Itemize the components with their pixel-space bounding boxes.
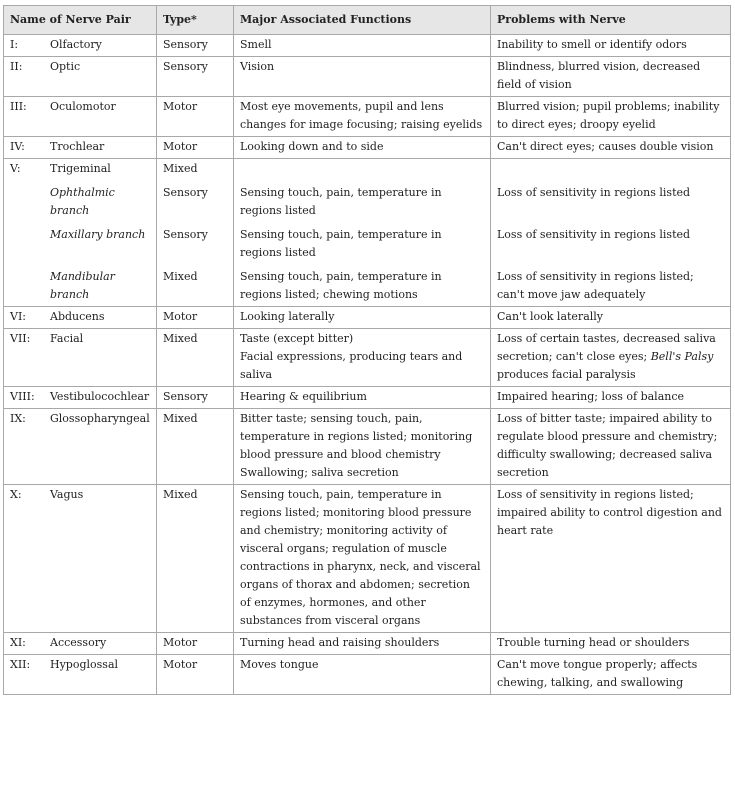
nerve-cell <box>4 57 157 97</box>
branch-name: Mandibular branch <box>50 270 115 301</box>
nerve-problems: Can't direct eyes; causes double vision <box>491 137 731 159</box>
nerve-number: IX: <box>10 412 26 425</box>
nerve-type: Mixed <box>157 329 234 387</box>
nerve-functions <box>234 159 491 181</box>
table-row <box>4 307 731 329</box>
nerve-name: Glossopharyngeal <box>50 412 150 425</box>
nerve-cell <box>4 222 157 264</box>
branch-name: Ophthalmic branch <box>50 186 115 217</box>
nerve-problems: Loss of bitter taste; impaired ability to regulate blood pressure and chemistry; difficulty swallowing; decreased saliva secretion <box>491 409 731 485</box>
function-line: Swallowing; saliva secretion <box>240 466 399 479</box>
table-row <box>4 409 731 485</box>
nerve-problems: Trouble turning head or shoulders <box>491 633 731 655</box>
nerve-functions <box>234 329 491 387</box>
nerve-functions: Turning head and raising shoulders <box>234 633 491 655</box>
nerve-number: XII: <box>10 658 31 671</box>
nerve-problems: Loss of sensitivity in regions listed; can't move jaw adequately <box>491 264 731 307</box>
nerve-name: Facial <box>50 332 84 345</box>
table-row <box>4 485 731 633</box>
nerve-problems: Inability to smell or identify odors <box>491 35 731 57</box>
nerve-problems: Loss of sensitivity in regions listed <box>491 222 731 264</box>
nerve-functions: Sensing touch, pain, temperature in regions listed; chewing motions <box>234 264 491 307</box>
nerve-cell <box>4 633 157 655</box>
nerve-type: Mixed <box>157 264 234 307</box>
header-problems: Problems with Nerve <box>491 6 731 35</box>
nerve-type: Sensory <box>157 180 234 222</box>
nerve-functions: Vision <box>234 57 491 97</box>
nerve-number: XI: <box>10 636 26 649</box>
table-row <box>4 57 731 97</box>
nerve-type: Sensory <box>157 387 234 409</box>
nerve-cell <box>4 180 157 222</box>
cranial-nerves-table <box>3 5 731 695</box>
table-row <box>4 633 731 655</box>
nerve-type: Sensory <box>157 222 234 264</box>
nerve-number: III: <box>10 100 27 113</box>
header-type: Type* <box>157 6 234 35</box>
nerve-number: I: <box>10 38 19 51</box>
nerve-name: Oculomotor <box>50 100 116 113</box>
nerve-type: Mixed <box>157 159 234 181</box>
nerve-number: V: <box>10 162 21 175</box>
nerve-cell <box>4 159 157 181</box>
nerve-name: Accessory <box>50 636 107 649</box>
nerve-functions: Sensing touch, pain, temperature in regions listed <box>234 222 491 264</box>
table-row <box>4 264 731 307</box>
nerve-name: Trigeminal <box>50 162 111 175</box>
nerve-type: Motor <box>157 97 234 137</box>
problem-text: Loss of certain tastes, decreased saliva secretion; can't close eyes; <box>497 332 716 363</box>
nerve-functions: Moves tongue <box>234 655 491 695</box>
table-row <box>4 387 731 409</box>
table-row <box>4 35 731 57</box>
nerve-number: VII: <box>10 332 31 345</box>
header-functions: Major Associated Functions <box>234 6 491 35</box>
nerve-problems: Can't move tongue properly; affects chewing, talking, and swallowing <box>491 655 731 695</box>
nerve-name: Vagus <box>50 488 84 501</box>
branch-name: Maxillary branch <box>50 228 146 241</box>
nerve-problems: Loss of sensitivity in regions listed <box>491 180 731 222</box>
nerve-cell <box>4 307 157 329</box>
nerve-problems: Impaired hearing; loss of balance <box>491 387 731 409</box>
function-line: Bitter taste; sensing touch, pain, temperature in regions listed; monitoring blood pressure and blood chemistry <box>240 412 473 461</box>
nerve-functions <box>234 409 491 485</box>
table-row <box>4 329 731 387</box>
problem-text-tail: produces facial paralysis <box>497 368 636 381</box>
nerve-type: Mixed <box>157 485 234 633</box>
nerve-number: II: <box>10 60 23 73</box>
nerve-type: Sensory <box>157 35 234 57</box>
nerve-type: Motor <box>157 633 234 655</box>
nerve-cell <box>4 485 157 633</box>
table-row <box>4 222 731 264</box>
nerve-functions: Looking down and to side <box>234 137 491 159</box>
nerve-number: IV: <box>10 140 25 153</box>
nerve-functions: Smell <box>234 35 491 57</box>
table-row <box>4 180 731 222</box>
nerve-functions: Looking laterally <box>234 307 491 329</box>
table-row <box>4 655 731 695</box>
nerve-problems <box>491 159 731 181</box>
nerve-number: VI: <box>10 310 26 323</box>
nerve-cell <box>4 387 157 409</box>
nerve-problems: Loss of sensitivity in regions listed; impaired ability to control digestion and heart rate <box>491 485 731 633</box>
header-row <box>4 6 731 35</box>
nerve-type: Motor <box>157 137 234 159</box>
nerve-problems: Blindness, blurred vision, decreased field of vision <box>491 57 731 97</box>
nerve-cell <box>4 137 157 159</box>
nerve-problems: Blurred vision; pupil problems; inability to direct eyes; droopy eyelid <box>491 97 731 137</box>
nerve-number: VIII: <box>10 390 35 403</box>
function-line: Facial expressions, producing tears and saliva <box>240 350 463 381</box>
nerve-name: Olfactory <box>50 38 102 51</box>
table-row <box>4 159 731 181</box>
nerve-name: Trochlear <box>50 140 105 153</box>
nerve-cell <box>4 409 157 485</box>
nerve-cell <box>4 35 157 57</box>
nerve-name: Hypoglossal <box>50 658 119 671</box>
function-line: Taste (except bitter) <box>240 332 354 345</box>
header-name: Name of Nerve Pair <box>4 6 157 35</box>
nerve-cell <box>4 655 157 695</box>
nerve-type: Motor <box>157 655 234 695</box>
nerve-cell <box>4 97 157 137</box>
nerve-number: X: <box>10 488 22 501</box>
nerve-functions: Most eye movements, pupil and lens changes for image focusing; raising eyelids <box>234 97 491 137</box>
nerve-type: Sensory <box>157 57 234 97</box>
nerve-cell <box>4 264 157 307</box>
nerve-name: Optic <box>50 60 81 73</box>
nerve-problems <box>491 329 731 387</box>
table-row <box>4 137 731 159</box>
bells-palsy-term: Bell's Palsy <box>650 350 714 363</box>
nerve-cell <box>4 329 157 387</box>
nerve-name: Abducens <box>50 310 105 323</box>
nerve-type: Motor <box>157 307 234 329</box>
nerve-functions: Sensing touch, pain, temperature in regions listed; monitoring blood pressure and chemistry; monitoring activity of visceral organs; regulation of muscle contractions in pharynx, neck, and visceral organs of thorax and abdomen; secretion of enzymes, hormones, and other substances from visceral organs <box>234 485 491 633</box>
nerve-problems: Can't look laterally <box>491 307 731 329</box>
nerve-name: Vestibulocochlear <box>50 390 150 403</box>
nerve-functions: Hearing & equilibrium <box>234 387 491 409</box>
table-row <box>4 97 731 137</box>
nerve-functions: Sensing touch, pain, temperature in regions listed <box>234 180 491 222</box>
nerve-type: Mixed <box>157 409 234 485</box>
